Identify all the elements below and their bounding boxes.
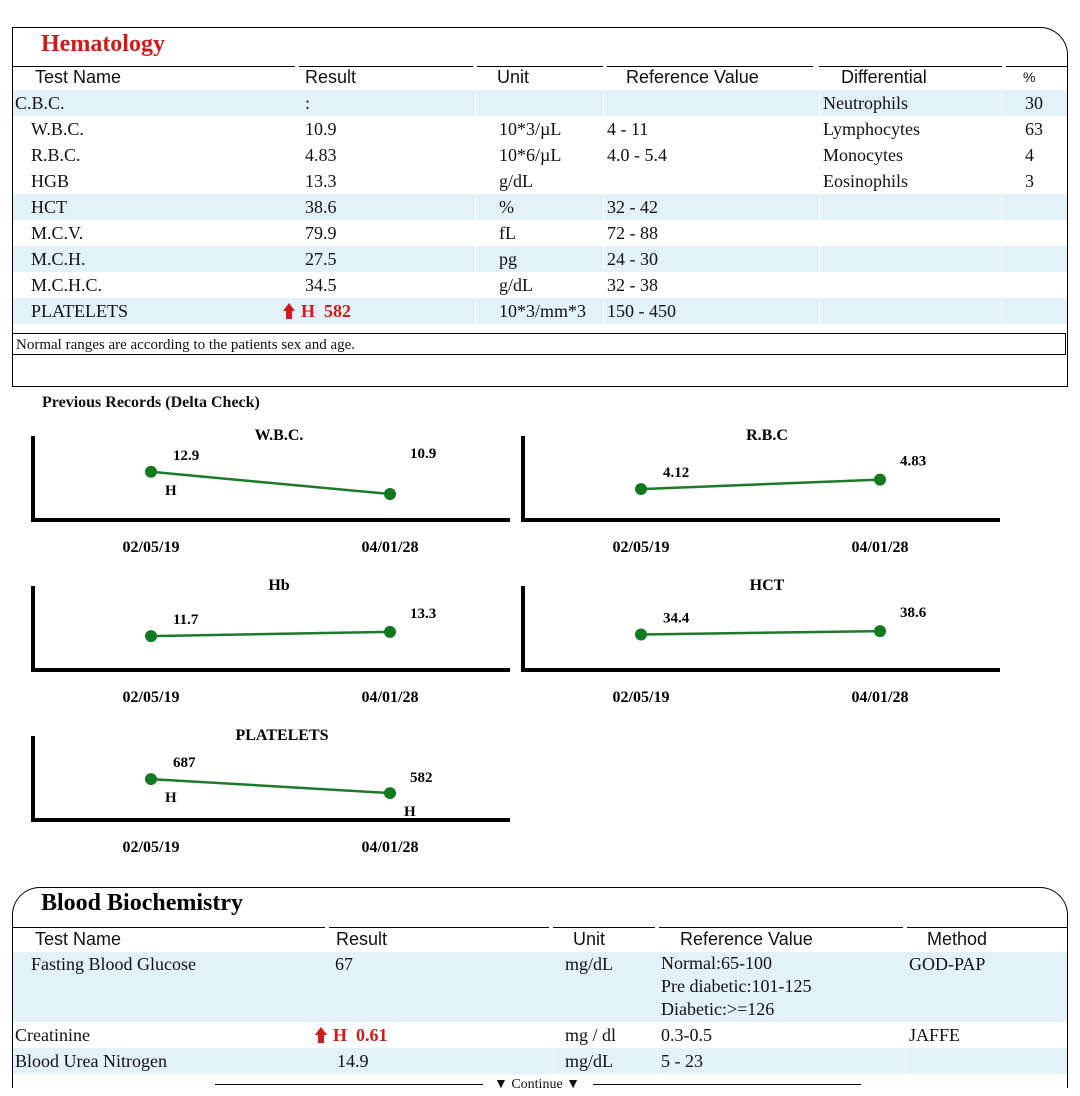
header-test-name: Test Name <box>35 929 122 949</box>
test-name: HCT <box>31 197 67 217</box>
header-percent: % <box>1023 69 1036 85</box>
chart-title: Hb <box>268 577 290 594</box>
continue-indicator <box>215 1074 861 1096</box>
data-point <box>145 466 157 478</box>
chart-title: W.B.C. <box>254 427 304 444</box>
tick-label: 02/05/19 <box>612 689 670 706</box>
tick-label: 02/05/19 <box>612 539 670 556</box>
reference-note: Normal ranges are according to the patients sex and age. <box>12 333 1066 355</box>
test-name: C.B.C. <box>15 93 65 113</box>
delta-chart <box>30 424 512 564</box>
table-row <box>13 142 1067 168</box>
unit: mg/dL <box>565 1051 613 1071</box>
data-label: 13.3 <box>410 605 437 622</box>
table-row <box>13 246 1067 272</box>
result: 0.61 <box>356 1025 388 1045</box>
unit: g/dL <box>499 275 533 295</box>
unit: 10*3/µL <box>499 119 562 139</box>
reference: 4 - 11 <box>607 119 649 139</box>
flag-label: H <box>165 482 177 499</box>
reference: 32 - 42 <box>607 197 658 217</box>
data-point <box>384 787 396 799</box>
header-unit: Unit <box>573 929 606 949</box>
flag-label: H <box>333 1025 348 1045</box>
percent: 3 <box>1025 171 1034 191</box>
table-row <box>13 220 1067 246</box>
unit: 10*3/mm*3 <box>499 301 587 321</box>
header-result: Result <box>305 67 357 87</box>
method: GOD-PAP <box>909 954 986 974</box>
reference-line: Normal:65-100 <box>661 953 772 973</box>
data-label: 11.7 <box>173 612 199 629</box>
series-line <box>151 779 390 793</box>
section-title: Hematology <box>41 31 165 57</box>
data-label: 10.9 <box>410 445 437 462</box>
data-point <box>384 626 396 638</box>
arrow-up-icon <box>315 1027 327 1043</box>
test-name: M.C.H. <box>31 249 86 269</box>
test-name: Blood Urea Nitrogen <box>15 1051 167 1071</box>
percent: 30 <box>1025 93 1043 113</box>
header-test-name: Test Name <box>35 67 122 87</box>
delta-check-title: Previous Records (Delta Check) <box>42 394 260 411</box>
test-name: PLATELETS <box>31 301 128 321</box>
result: 79.9 <box>305 223 337 243</box>
result: 582 <box>324 301 352 321</box>
section-title: Blood Biochemistry <box>41 890 243 916</box>
header-reference: Reference Value <box>680 929 813 949</box>
biochemistry-rows <box>13 952 1067 1074</box>
result: 67 <box>335 954 353 974</box>
data-point <box>384 488 396 500</box>
unit: 10*6/µL <box>499 145 562 165</box>
test-name: M.C.V. <box>31 223 84 243</box>
data-point <box>874 474 886 486</box>
test-name: W.B.C. <box>31 119 84 139</box>
reference-line: Diabetic:>=126 <box>661 999 775 1019</box>
differential: Lymphocytes <box>823 119 920 139</box>
data-point <box>874 625 886 637</box>
delta-chart <box>520 424 1002 564</box>
arrow-up-icon <box>283 303 295 319</box>
tick-label: 04/01/28 <box>851 539 909 556</box>
unit: g/dL <box>499 171 533 191</box>
delta-chart <box>520 574 1002 714</box>
tick-label: 04/01/28 <box>361 689 419 706</box>
data-point <box>145 630 157 642</box>
tick-label: 02/05/19 <box>122 839 180 856</box>
unit: mg / dl <box>565 1025 617 1045</box>
data-label: 4.83 <box>900 453 927 470</box>
reference: 24 - 30 <box>607 249 658 269</box>
chart-title: R.B.C <box>746 427 788 444</box>
delta-chart <box>30 574 512 714</box>
differential: Eosinophils <box>823 171 909 191</box>
result: 14.9 <box>337 1051 369 1071</box>
reference <box>661 952 811 1021</box>
table-row <box>13 1022 1067 1048</box>
table-row <box>13 1048 1067 1074</box>
biochemistry-section <box>12 887 1068 1088</box>
table-row <box>13 116 1067 142</box>
tick-label: 02/05/19 <box>122 539 180 556</box>
data-point <box>145 773 157 785</box>
reference-line: Pre diabetic:101-125 <box>661 976 812 996</box>
series-line <box>641 631 880 634</box>
differential: Monocytes <box>823 145 903 165</box>
reference: 72 - 88 <box>607 223 658 243</box>
data-label: 582 <box>410 770 433 787</box>
result: : <box>305 93 311 113</box>
table-row <box>13 194 1067 220</box>
data-point <box>635 483 647 495</box>
data-label: 12.9 <box>173 447 200 464</box>
hematology-section <box>12 27 1068 387</box>
data-point <box>635 628 647 640</box>
table-row <box>13 298 1067 324</box>
unit: fL <box>499 223 516 243</box>
reference: 4.0 - 5.4 <box>607 145 667 165</box>
flag-label: H <box>404 804 416 821</box>
table-row <box>13 272 1067 298</box>
unit: % <box>499 197 514 217</box>
chart-title: HCT <box>749 577 785 594</box>
reference: 5 - 23 <box>661 1051 703 1071</box>
test-name: Fasting Blood Glucose <box>31 954 196 974</box>
test-name: R.B.C. <box>31 145 81 165</box>
tick-label: 04/01/28 <box>851 689 909 706</box>
percent: 4 <box>1025 145 1034 165</box>
test-name: HGB <box>31 171 70 191</box>
data-label: 687 <box>173 755 196 772</box>
result: 38.6 <box>305 197 337 217</box>
reference: 0.3-0.5 <box>661 1025 712 1045</box>
percent: 63 <box>1025 119 1043 139</box>
result: 10.9 <box>305 119 337 139</box>
table-row <box>13 168 1067 194</box>
flagged-result <box>315 1022 388 1048</box>
result: 27.5 <box>305 249 337 269</box>
series-line <box>151 472 390 494</box>
table-row <box>13 90 1067 116</box>
reference: 32 - 38 <box>607 275 658 295</box>
table-row <box>13 952 1067 1022</box>
reference: 150 - 450 <box>607 301 676 321</box>
result: 13.3 <box>305 171 337 191</box>
hematology-rows <box>13 90 1067 324</box>
chart-title: PLATELETS <box>235 727 329 744</box>
unit: mg/dL <box>565 954 613 974</box>
data-label: 38.6 <box>900 605 927 622</box>
series-line <box>151 632 390 636</box>
header-reference: Reference Value <box>626 67 759 87</box>
test-name: M.C.H.C. <box>31 275 103 295</box>
flag-label: H <box>165 790 177 807</box>
delta-chart <box>30 724 512 864</box>
tick-label: 04/01/28 <box>361 839 419 856</box>
differential: Neutrophils <box>823 93 908 113</box>
data-label: 4.12 <box>663 465 690 482</box>
tick-label: 04/01/28 <box>361 539 419 556</box>
data-label: 34.4 <box>663 610 690 627</box>
header-method: Method <box>927 929 988 949</box>
flag-label: H <box>301 301 316 321</box>
unit: pg <box>499 249 517 269</box>
header-differential: Differential <box>841 67 927 87</box>
header-unit: Unit <box>497 67 530 87</box>
tick-label: 02/05/19 <box>122 689 180 706</box>
test-name: Creatinine <box>15 1025 90 1045</box>
table-header <box>13 66 1067 90</box>
method: JAFFE <box>909 1025 961 1045</box>
result: 4.83 <box>305 145 337 165</box>
continue-label: ▼ Continue ▼ <box>493 1077 581 1092</box>
header-result: Result <box>336 929 388 949</box>
result: 34.5 <box>305 275 337 295</box>
flagged-result <box>283 298 351 324</box>
